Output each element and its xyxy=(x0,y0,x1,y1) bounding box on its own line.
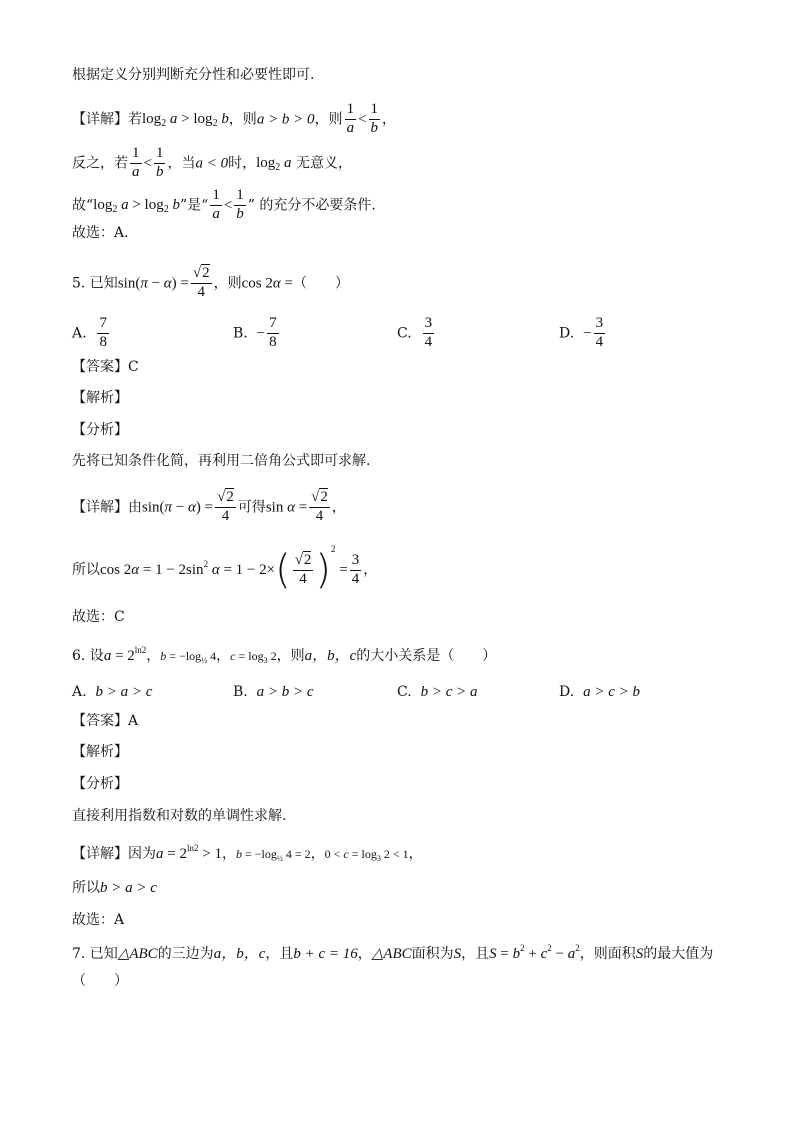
q5-option-d[interactable]: D. − $\frac{3}{4}$ xyxy=(559,315,604,350)
q5-option-b[interactable]: B. − $\frac{7}{8}$ xyxy=(233,315,277,350)
fraction: $\frac{√2}{4}$ xyxy=(192,265,210,300)
q6-analysis-tag: 【解析】 xyxy=(72,744,128,760)
q5-analysis: 先将已知条件化简，再利用二倍角公式即可求解. xyxy=(72,453,371,469)
detail-tag: 【详解】 xyxy=(72,111,128,128)
q6-answer: 【答案】A xyxy=(72,713,139,729)
q6-option-d[interactable]: D. a > c > b xyxy=(559,684,640,700)
q4-converse-line: 反之，若 $\frac{1}{a}$ < $\frac{1}{b}$ ，当a < 0时，$\log_2 a$ 无意义， xyxy=(72,145,352,180)
q6-analysis: 直接利用指数和对数的单调性求解. xyxy=(72,808,287,824)
q7-stem: 7. 已知△ABC的三边为a，b，c，且b + c = 16，△ABC面积为S，且$S = b^2 + c^2 - a^2$，则面积S的最大值为 xyxy=(72,943,714,962)
fraction: $\frac{1}{b}$ xyxy=(370,101,379,136)
q6-so-line: 所以b > a > c xyxy=(72,880,157,896)
q6-choose: 故选：A xyxy=(72,912,125,928)
fraction: $\frac{1}{a}$ xyxy=(132,145,140,180)
q6-option-c[interactable]: C. b > c > a xyxy=(397,684,478,700)
q6-option-a[interactable]: A. b > a > c xyxy=(72,684,153,700)
q5-stem: 5. 已知sin(π − α) = $\frac{√2}{4}$ ，则cos 2α =（ ） xyxy=(72,265,349,300)
q7-blank: （ ） xyxy=(72,973,128,989)
q6-detail-line: 【详解】因为$a = 2^{ln2} > 1$，$b = -\log_{\frac{1}{2}}$ 4 = 2，$0 < c = \log_3 2 < 1$， xyxy=(72,843,423,863)
q5-so-line: 所以$\cos 2\alpha = 1 - 2\sin^2$ α = 1 − 2×( $\frac{√2}{4}$ )$^2$ = $\frac{3}{4}$ ， xyxy=(72,544,378,593)
q5-analysis-tag: 【解析】 xyxy=(72,390,128,406)
q4-detail-line: 【详解】若$\log_2 a > \log_2 b$，则a > b > 0，则 $\frac{1}{a}$ < $\frac{1}{b}$ ， xyxy=(72,101,397,136)
q4-conclusion-line: 故“$\log_2$ $a > \log_2 b$”是“ $\frac{1}{a}$ < $\frac{1}{b}$ ” 的充分不必要条件. xyxy=(72,187,376,222)
q4-choose: 故选：A. xyxy=(72,225,129,241)
fraction: $\frac{1}{b}$ xyxy=(236,187,244,222)
q6-fenxi-tag: 【分析】 xyxy=(72,776,128,792)
q5-answer: 【答案】C xyxy=(72,359,139,375)
q6-stem: 6. 设$a = 2^{ln2}$，$b = -\log_{\frac{1}{2}}$ 4，$c = \log_3 2$，则a，b，c的大小关系是（ ） xyxy=(72,645,497,665)
q5-fenxi-tag: 【分析】 xyxy=(72,422,128,438)
q5-choose: 故选：C xyxy=(72,609,125,625)
q5-detail-line: 【详解】由sin(π − α) = $\frac{√2}{4}$ 可得sin α = $\frac{√2}{4}$ ， xyxy=(72,489,346,524)
fraction: $\frac{1}{b}$ xyxy=(155,145,164,180)
q5-option-c[interactable]: C. $\frac{3}{4}$ xyxy=(397,315,433,350)
fraction: $\frac{1}{a}$ xyxy=(346,101,355,136)
q6-option-b[interactable]: B. a > b > c xyxy=(233,684,314,700)
fraction: $\frac{1}{a}$ xyxy=(212,187,220,222)
q5-option-a[interactable]: A. $\frac{7}{8}$ xyxy=(72,315,107,350)
intro-line: 根据定义分别判断充分性和必要性即可. xyxy=(72,67,315,83)
